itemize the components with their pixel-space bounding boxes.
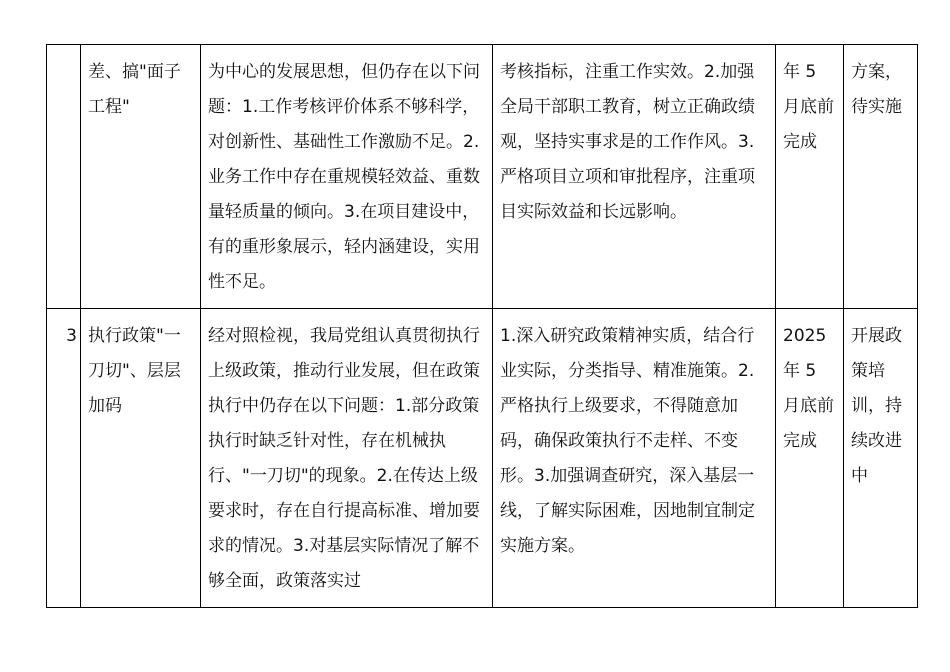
description-text: 为中心的发展思想，但仍存在以下问题：1.工作考核评价体系不够科学，对创新性、基础性工作激励不足。2.业务工作中存在重规模轻效益、重数量轻质量的倾向。3.在项目建设中，有的重形象展示，轻内涵建设，实用性不足。 — [208, 62, 480, 292]
issue-text: 执行政策"一刀切"、层层加码 — [88, 326, 181, 416]
description-cell — [201, 309, 493, 608]
deadline-text: 年 5 月底前完成 — [783, 62, 834, 152]
row-number: 3 — [66, 326, 77, 346]
measures-text: 考核指标，注重工作实效。2.加强全局干部职工教育，树立正确政绩观，坚持实事求是的工作作风。3.严格项目立项和审批程序，注重项目实际效益和长远影响。 — [500, 62, 755, 222]
row-number — [47, 45, 80, 63]
deadline-text: 2025 年 5 月底前完成 — [783, 326, 834, 451]
description-text: 经对照检视，我局党组认真贯彻执行上级政策，推动行业发展，但在政策执行中仍存在以下问题：1.部分政策执行时缺乏针对性，存在机械执行、"一刀切"的现象。2.在传达上级要求时，存在自行提高标准、增加要求的情况。3.对基层实际情况了解不够全面，政策落实过 — [208, 326, 480, 591]
rectification-table — [46, 44, 918, 608]
issue-text: 差、搞"面子工程" — [88, 62, 181, 117]
deadline-cell — [776, 45, 844, 309]
measures-text: 1.深入研究政策精神实质，结合行业实际，分类指导、精准施策。2.严格执行上级要求，不得随意加码，确保政策执行不走样、不变形。3.加强调查研究，深入基层一线，了解实际困难，因地制宜制定实施方案。 — [500, 326, 755, 556]
status-cell — [844, 45, 918, 309]
status-text: 开展政策培训，持续改进中 — [851, 326, 902, 486]
table-row — [47, 45, 918, 309]
status-cell — [844, 309, 918, 608]
status-text: 方案，待实施 — [851, 62, 902, 117]
issue-cell — [81, 309, 201, 608]
measures-cell — [493, 45, 776, 309]
measures-cell — [493, 309, 776, 608]
issue-cell — [81, 45, 201, 309]
row-number-cell — [47, 309, 81, 608]
row-number-cell — [47, 45, 81, 309]
deadline-cell — [776, 309, 844, 608]
table-row — [47, 309, 918, 608]
description-cell — [201, 45, 493, 309]
